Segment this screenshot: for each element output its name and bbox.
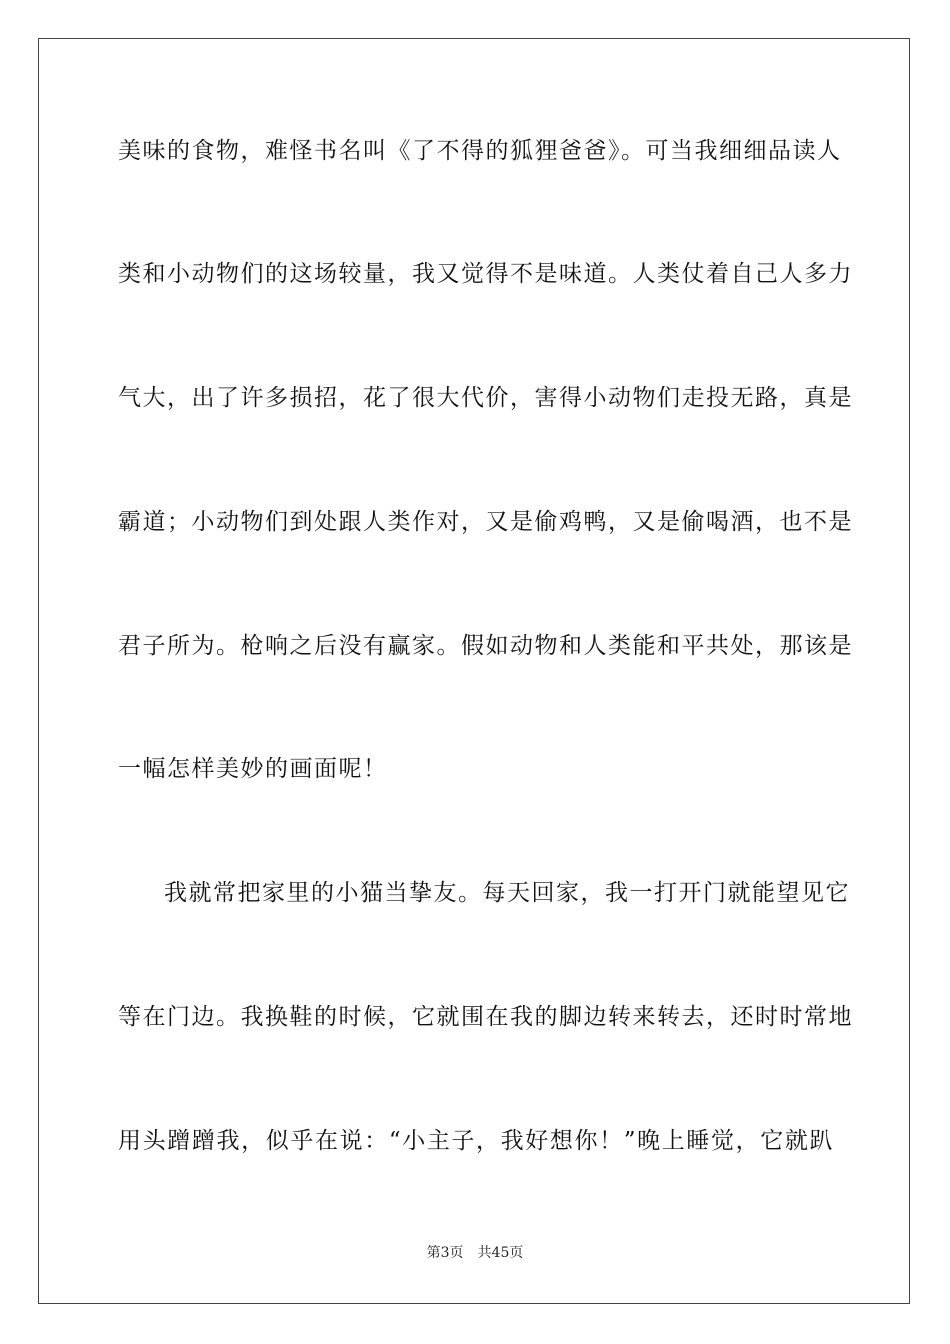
page-border: [38, 38, 910, 1304]
page-total: 共45页: [477, 1245, 524, 1261]
text-line: 霸道；小动物们到处跟人类作对，又是偷鸡鸭，又是偷喝酒，也不是: [118, 509, 853, 535]
text-line: 用头蹭蹭我，似乎在说：“小主子，我好想你！”晚上睡觉，它就趴: [118, 1128, 834, 1154]
text-line: 一幅怎样美妙的画面呢！: [118, 756, 388, 782]
page-number: 第3页: [426, 1245, 464, 1261]
page-footer: [0, 1244, 950, 1262]
text-line: 类和小动物们的这场较量，我又觉得不是味道。人类仗着自己人多力: [118, 261, 853, 287]
text-line: 等在门边。我换鞋的时候，它就围在我的脚边转来转去，还时时常地: [118, 1004, 853, 1030]
text-line: 君子所为。枪响之后没有赢家。假如动物和人类能和平共处，那该是: [118, 633, 853, 659]
text-line: 美味的食物，难怪书名叫《了不得的狐狸爸爸》。可当我细细品读人: [118, 138, 842, 164]
paragraph-start-line: 我就常把家里的小猫当挚友。每天回家，我一打开门就能望见它: [164, 880, 850, 906]
text-line: 气大，出了许多损招，花了很大代价，害得小动物们走投无路，真是: [118, 385, 853, 411]
